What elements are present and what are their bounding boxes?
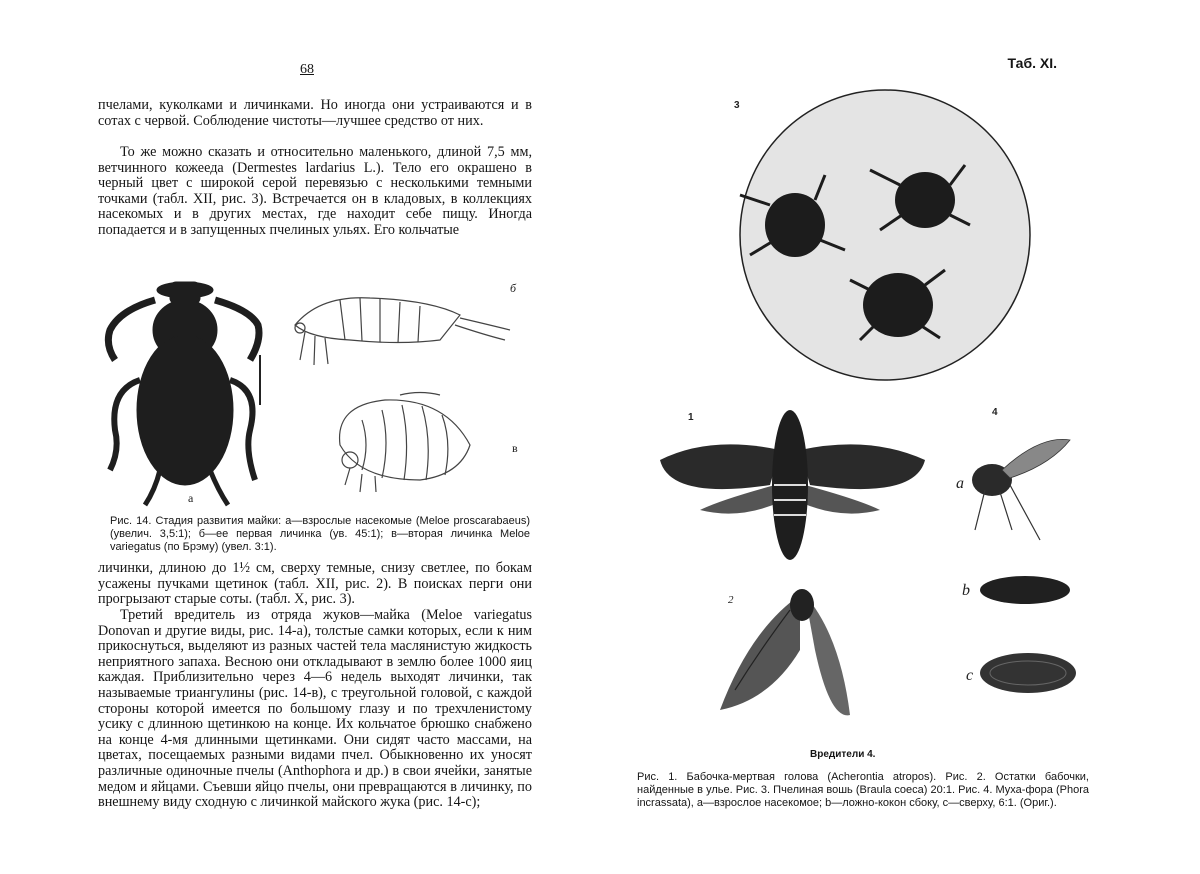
fig4-label-a: a xyxy=(956,475,964,492)
paragraph-2: То же можно сказать и относительно маленького, длиной 7,5 мм, ветчинного кожееда (Dermestes lardarius L.). Тело его окрашено в черный цвет с широкой серой перевязью с несколькими темными точками (табл. XII, рис. 3). Встречается он в кладовых, в коллекциях насекомых и в других местах, где находит себе пищу. Иногда попадается и в запущенных пчелиных ульях. Его кольчатые xyxy=(98,144,532,238)
figure-label-a: а xyxy=(188,491,194,505)
figure-label-v: в xyxy=(512,441,518,455)
figure-14-caption: Рис. 14. Стадия развития майки: а—взрослые насекомые (Meloe proscarabaeus) (увелич. 3,5:1); б—ее первая личинка (ув. 45:1); в—вторая личинка Meloe variegatus (по Брэму) (увел. 3:1). xyxy=(110,515,530,553)
fig2-label: 2 xyxy=(728,594,734,606)
paragraph-3: личинки, длиною до 1½ см, сверху темные, снизу светлее, по бокам усажены пучками щетинок (табл. XII, рис. 2). В поисках перги они прогрызают старые соты. (табл. X, рис. 3). xyxy=(98,560,532,608)
beetle-adult-drawing xyxy=(108,282,259,505)
fig3-label: 3 xyxy=(734,100,740,111)
figure-label-b: б xyxy=(510,281,517,295)
plate-caption: Рис. 1. Бабочка-мертвая голова (Acherontia atropos). Рис. 2. Остатки бабочки, найденные в улье. Рис. 3. Пчелиная вошь (Braula coeca) 20:1. Рис. 4. Муха-фора (Phora incrassata), а—взрослое насекомое; b—ложно-кокон сбоку, с—сверху, 6:1. (Ориг.). xyxy=(637,771,1089,809)
fig1-hawkmoth-drawing xyxy=(660,410,925,560)
larva-first-drawing xyxy=(295,298,510,365)
paragraph-1: пчелами, куколками и личинками. Но иногда они устраиваются и в сотах с червой. Соблюдение чистоты—лучшее средство от них. xyxy=(98,97,532,129)
fig4-fly-drawing xyxy=(972,439,1070,540)
fig2-remains-drawing xyxy=(720,589,850,715)
plate-xi-illustration xyxy=(640,90,1080,740)
fig4-label: 4 xyxy=(992,407,998,418)
fig4-label-c: c xyxy=(966,667,974,684)
plate-title: Вредители 4. xyxy=(810,749,876,760)
figure-14-illustration xyxy=(100,270,530,510)
larva-second-drawing xyxy=(340,393,470,493)
fig4-label-b: b xyxy=(962,582,970,599)
paragraph-4: Третий вредитель из отряда жуков—майка (Meloe variegatus Donovan и другие виды, рис. 14-а), толстые самки которых, если к ним прикоснуться, выделяют из разных частей тела маслянистую жидкость неприятного запаха. Весною они откладывают в землю более 1000 яиц каждая. Приблизительно через 4—6 недель выходят личинки, так называемые триангулины (рис. 14-в), с треугольной головой, с каждой стороны которой имеется по большому глазу и по трехчленистому усику с длинною щетинкою на конце. Их кольчатое брюшко снабжено на конце 4-мя длинными щетинками. Они сидят часто массами, на цветах, посещаемых разными видами пчел. Обыкновенно их уносят различные одиночные пчелы (Anthophora и др.) в свои ячейки, занятые медом и яйцами. Съевши яйцо пчелы, они превращаются в личинку, по внешнему виду сходную с личинкой майского жука (рис. 14-с); xyxy=(98,607,532,811)
fig4-cocoon-top-drawing xyxy=(980,653,1076,693)
plate-number: Таб. XI. xyxy=(1007,55,1057,71)
fig1-label: 1 xyxy=(688,412,694,423)
fig4-cocoon-side-drawing xyxy=(980,576,1070,604)
fig3-bee-lice-drawing xyxy=(740,90,1030,380)
page-number: 68 xyxy=(300,62,314,77)
